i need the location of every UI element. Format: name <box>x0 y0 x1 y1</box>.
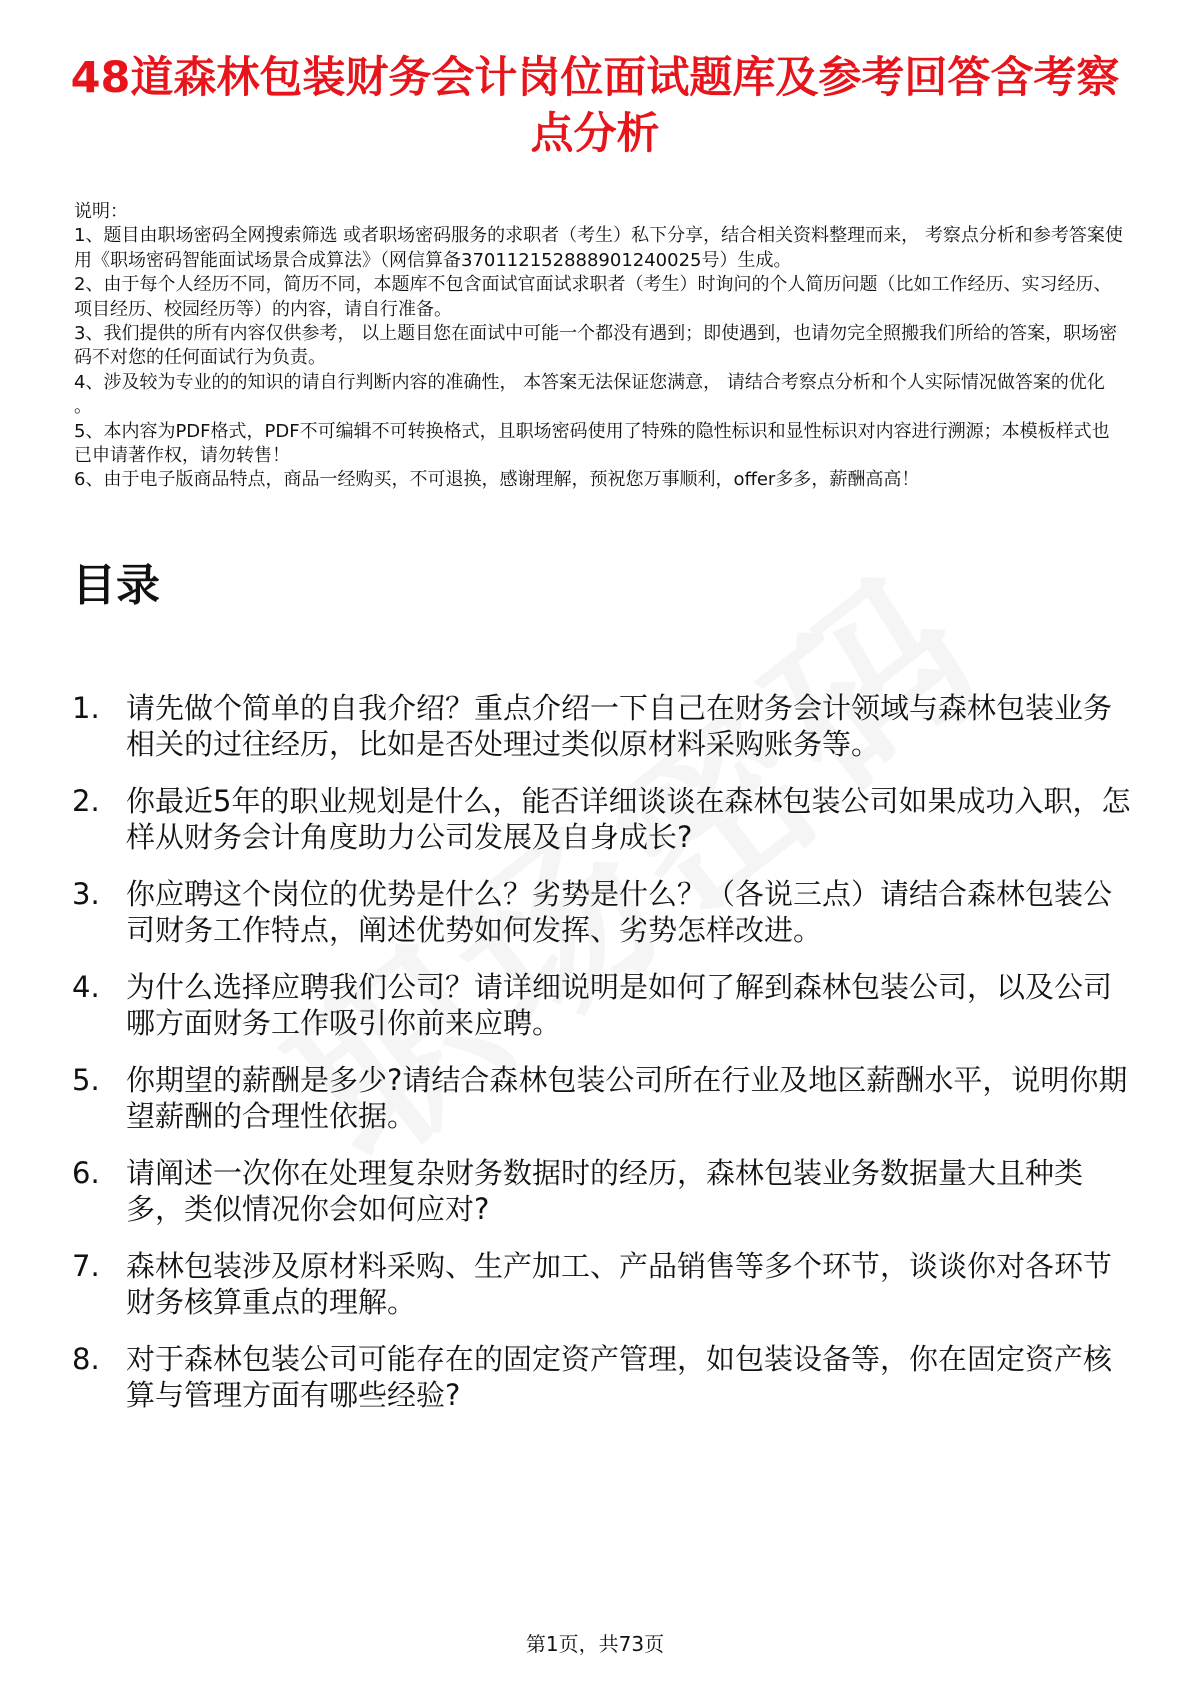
note-item: 2、由于每个人经历不同，简历不同，本题库不包含面试官面试求职者（考生）时询问的个人简历问题（比如工作经历、实习经历、项目经历、校园经历等）的内容，请自行准备。 <box>74 274 1112 320</box>
toc-item[interactable] <box>72 1341 1132 1413</box>
toc-heading: 目录 <box>72 560 160 611</box>
toc-item[interactable] <box>72 1248 1132 1320</box>
toc-item-number: 8. <box>72 1342 100 1376</box>
toc-item-text: 请先做个简单的自我介绍？重点介绍一下自己在财务会计领域与森林包装业务相关的过往经历，比如是否处理过类似原材料采购账务等。 <box>126 691 1113 761</box>
note-item: 6、由于电子版商品特点，商品一经购买，不可退换，感谢理解，预祝您万事顺利，offer多多，薪酬高高！ <box>74 469 920 491</box>
toc-item-number: 3. <box>72 877 100 911</box>
toc-item-number: 5. <box>72 1063 100 1097</box>
toc-item[interactable] <box>72 876 1132 948</box>
toc-item-number: 6. <box>72 1156 100 1190</box>
toc-item[interactable] <box>72 1155 1132 1227</box>
toc-list <box>72 690 1132 1434</box>
toc-item-text: 请阐述一次你在处理复杂财务数据时的经历，森林包装业务数据量大且种类多，类似情况你会如何应对? <box>126 1156 1084 1226</box>
note-item: 3、我们提供的所有内容仅供参考， 以上题目您在面试中可能一个都没有遇到；即使遇到，也请勿完全照搬我们所给的答案，职场密码不对您的任何面试行为负责。 <box>74 323 1118 369</box>
toc-item[interactable] <box>72 690 1132 762</box>
toc-item-text: 你最近5年的职业规划是什么，能否详细谈谈在森林包装公司如果成功入职，怎样从财务会计角度助力公司发展及自身成长? <box>126 784 1131 854</box>
note-item: 5、本内容为PDF格式，PDF不可编辑不可转换格式，且职场密码使用了特殊的隐性标识和显性标识对内容进行溯源；本模板样式也已申请著作权，请勿转售！ <box>74 420 1110 467</box>
toc-item-text: 你期望的薪酬是多少?请结合森林包装公司所在行业及地区薪酬水平，说明你期望薪酬的合理性依据。 <box>126 1063 1128 1133</box>
toc-item-number: 2. <box>72 784 100 818</box>
toc-item-number: 7. <box>72 1249 100 1283</box>
toc-item-number: 1. <box>72 691 100 725</box>
toc-item[interactable] <box>72 1062 1132 1134</box>
toc-item-number: 4. <box>72 970 100 1004</box>
page-footer: 第1页，共73页 <box>525 1632 665 1656</box>
toc-item[interactable] <box>72 783 1132 855</box>
notes-section <box>74 200 1126 493</box>
toc-item-text: 对于森林包装公司可能存在的固定资产管理，如包装设备等，你在固定资产核算与管理方面有哪些经验? <box>126 1342 1113 1412</box>
toc-item-text: 你应聘这个岗位的优势是什么？劣势是什么？（各说三点）请结合森林包装公司财务工作特点，阐述优势如何发挥、劣势怎样改进。 <box>126 877 1113 947</box>
toc-item-text: 为什么选择应聘我们公司？请详细说明是如何了解到森林包装公司，以及公司哪方面财务工作吸引你前来应聘。 <box>126 970 1113 1040</box>
toc-item-text: 森林包装涉及原材料采购、生产加工、产品销售等多个环节，谈谈你对各环节财务核算重点的理解。 <box>126 1249 1113 1319</box>
note-item: 4、涉及较为专业的的知识的请自行判断内容的准确性， 本答案无法保证您满意， 请结合考察点分析和个人实际情况做答案的优化 。 <box>74 371 1105 418</box>
notes-heading: 说明： <box>74 201 128 222</box>
note-item: 1、题目由职场密码全网搜索筛选 或者职场密码服务的求职者（考生）私下分享，结合相关资料整理而来， 考察点分析和参考答案使用《职场密码智能面试场景合成算法》（网信算备370112152888901240025号）生成。 <box>74 225 1123 271</box>
page-title: 48道森林包装财务会计岗位面试题库及参考回答含考察点分析 <box>70 53 1120 159</box>
toc-item[interactable] <box>72 969 1132 1041</box>
